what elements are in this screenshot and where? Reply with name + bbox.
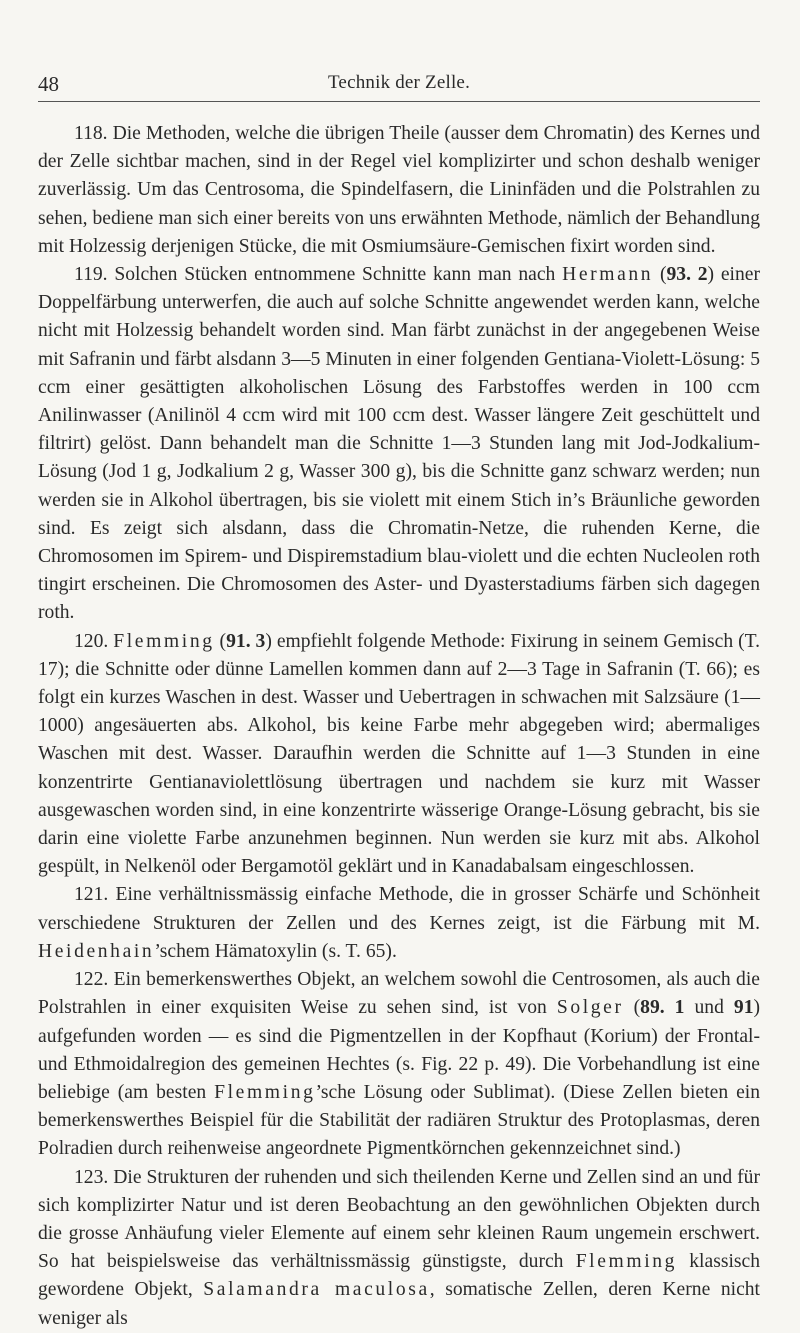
paragraph-text: ) empfiehlt folgende Methode: Fixirung in seinem Gemisch (T. 17); die Schnitte oder dünne Lamellen kommen dann auf 2—3 Tage in Safranin (T. 66); es folgt ein kurzes Waschen in dest. Wasser und Uebertragen in schwachen mit Salzsäure (1—1000) angesäuerten abs. Alkohol, bis keine Farbe mehr abgegeben wird; abermaliges Waschen mit dest. Wasser. Daraufhin werden die Schnitte auf 1—3 Stunden in eine konzentrirte Gentianaviolettlösung übertragen und nachdem sie kurz mit Wasser ausgewaschen worden sind, in eine konzentrirte wässerige Orange-Lösung gebracht, bis sie darin eine violette Farbe anzunehmen beginnen. Nun werden sie kurz mit abs. Alkohol gespült, in Nelkenöl oder Bergamotöl geklärt und in Kanadabalsam eingeschlossen. <box>38 630 761 878</box>
paragraph-text: ( <box>214 630 227 652</box>
paragraph-text: ( <box>623 997 641 1019</box>
paragraph-122 <box>38 966 760 1163</box>
citation-reference: 91 <box>733 997 754 1019</box>
page-number: 48 <box>38 72 59 96</box>
paragraph-120 <box>38 628 760 882</box>
paragraph-text: 120. <box>74 630 114 652</box>
paragraph-119 <box>38 261 760 628</box>
paragraph-text: ) einer Doppelfärbung unterwerfen, die auch auf solche Schnitte angewendet werden kann, welche nicht mit Holzessig behandelt worden sind. Man färbt zunächst in der angegebenen Weise mit Safranin und färbt alsdann 3—5 Minuten in einer folgenden Gentiana-Violett-Lösung: 5 ccm einer gesättigten alkoholischen Lösung des Farbstoffes werden in 100 ccm Anilinwasser (Anilinöl 4 ccm wird mit 100 ccm dest. Wasser längere Zeit geschüttelt und filtrirt) gelöst. Dann behandelt man die Schnitte 1—3 Stunden lang mit Jod-Jodkalium-Lösung (Jod 1 g, Jodkalium 2 g, Wasser 300 g), bis die Schnitte ganz schwarz werden; nun werden sie in Alkohol übertragen, bis sie violett mit einem Stich in’s Bräunliche geworden sind. Es zeigt sich alsdann, dass die Chromatin-Netze, die ruhenden Kerne, die Chromosomen im Spirem- und Dispiremstadium blau-violett und die echten Nucleolen roth tingirt erscheinen. Die Chromosomen des Aster- und Dyasterstadiums färben sich dagegen roth. <box>38 264 760 624</box>
paragraph-text: 123. Die Strukturen der ruhenden und sich theilenden Kerne und Zellen sind an und für sich komplizirter Natur und ist deren Beobachtung an den gewöhnlichen Objekten durch die grosse Anhäufung vieler Elemente auf einem sehr kleinen Raum ungemein erschwert. So hat beispielsweise das verhältnissmässig günstigste, durch <box>38 1166 760 1273</box>
paragraph-text: , somatische Zellen, deren Kerne nicht weniger als <box>38 1279 761 1329</box>
paragraph-text: 118. Die Methoden, welche die übrigen Theile (ausser dem Chromatin) des Kernes und der Zelle sichtbar machen, sind in der Regel viel komplizirter und schon deshalb weniger zuverlässig. Um das Centrosoma, die Spindelfasern, die Lininfäden und die Polstrahlen zu sehen, bediene man sich einer bereits von uns erwähnten Methode, nämlich der Behandlung mit Holzessig derjenigen Stücke, die mit Osmiumsäure-Gemischen fixirt worden sind. <box>38 123 760 257</box>
paragraph-118 <box>38 120 760 261</box>
citation-reference: 91. 3 <box>226 630 266 652</box>
author-name-hermann: Hermann <box>562 264 654 286</box>
header-rule <box>38 101 760 102</box>
page-header <box>38 72 760 98</box>
paragraph-text: 122. Ein bemerkenswerthes Objekt, an welchem sowohl die Centrosomen, als auch die Polstrahlen in einer exquisiten Weise zu sehen sind, ist von <box>38 969 760 1019</box>
paragraph-text: und <box>684 997 734 1019</box>
author-name-flemming: Flemming <box>575 1251 678 1273</box>
paragraph-text: 119. Solchen Stücken entnommene Schnitte kann man nach <box>74 264 563 286</box>
species-name: Salamandra maculosa <box>203 1279 430 1301</box>
paragraph-text: klassisch gewordene Objekt, <box>38 1251 761 1301</box>
citation-reference: 89. 1 <box>640 997 685 1019</box>
page-body <box>38 120 760 1333</box>
author-name-solger: Solger <box>556 997 624 1019</box>
paragraph-123 <box>38 1164 760 1333</box>
citation-reference: 93. 2 <box>666 264 708 286</box>
paragraph-text: ’sche Lösung oder Sublimat). (Diese Zellen bieten ein bemerkenswerthes Beispiel für die Stabilität der radiären Struktur des Protoplasmas, deren Polradien durch reihenweise angeordnete Pigmentkörnchen gekennzeichnet sind.) <box>38 1081 761 1160</box>
author-name-flemming: Flemming <box>113 630 215 652</box>
paragraph-text: 121. Eine verhältnissmässig einfache Methode, die in grosser Schärfe und Schönheit verschiedene Strukturen der Zellen und des Kernes zeigt, ist die Färbung mit M. <box>38 884 760 934</box>
author-name-heidenhain: Heidenhain <box>38 940 155 962</box>
paragraph-121 <box>38 881 760 966</box>
running-title: Technik der Zelle. <box>327 72 471 93</box>
paragraph-text: ’schem Hämatoxylin (s. T. 65). <box>154 940 397 962</box>
author-name-flemming: Flemming <box>214 1081 316 1103</box>
paragraph-text: ) aufgefunden worden — es sind die Pigmentzellen in der Kopfhaut (Korium) der Frontal- und Ethmoidalregion des gemeinen Hechtes (s. Fig. 22 p. 49). Die Vorbehandlung ist eine beliebige (am besten <box>38 997 761 1103</box>
paragraph-text: ( <box>653 264 667 286</box>
